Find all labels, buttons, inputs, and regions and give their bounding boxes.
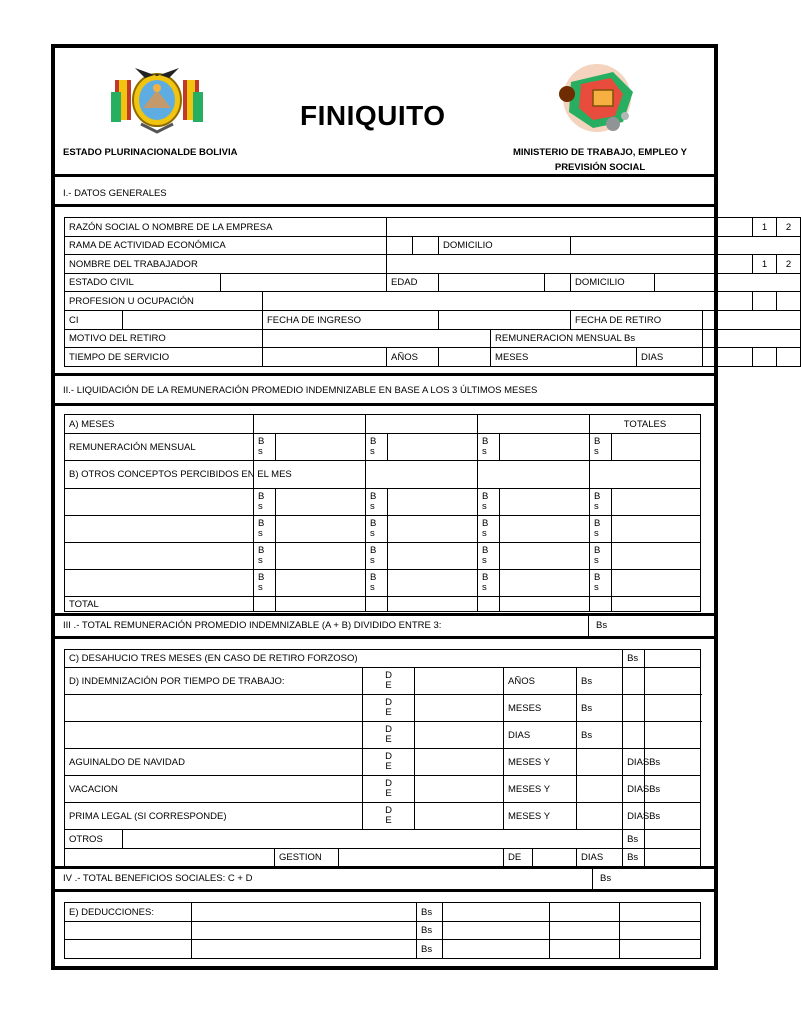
amount-field[interactable] — [645, 695, 701, 722]
e-letter: E — [385, 815, 392, 826]
d-letter: D — [385, 751, 392, 762]
bs-label — [366, 543, 388, 570]
col-2-label: 2 — [777, 218, 801, 237]
s-letter: s — [258, 555, 263, 566]
de-label — [363, 695, 415, 722]
datos-generales-table — [64, 217, 801, 367]
s-letter: s — [482, 446, 487, 457]
section-2-heading: II.- LIQUIDACIÓN DE LA REMUNERACIÓN PROMEDIO INDEMNIZABLE EN BASE A LOS 3 ÚLTIMOS MESES — [63, 385, 538, 396]
divider — [55, 174, 714, 177]
amount-field[interactable] — [388, 570, 478, 597]
b-letter: B — [594, 436, 601, 447]
s-letter: s — [482, 501, 487, 512]
months-field[interactable] — [577, 803, 623, 830]
dias-label: DIAS — [637, 348, 703, 367]
otros-field[interactable] — [123, 830, 623, 849]
total-cell[interactable] — [388, 597, 478, 612]
total-remuneracion-bs: Bs — [596, 620, 608, 631]
from-field[interactable] — [415, 749, 504, 776]
de-label — [363, 749, 415, 776]
bs-label — [590, 516, 612, 543]
bs-label: Bs — [645, 776, 701, 803]
s-letter: s — [594, 446, 599, 457]
anos-field[interactable] — [439, 348, 491, 367]
amount-field[interactable] — [645, 722, 701, 749]
s-letter: s — [370, 446, 375, 457]
col-1-label: 1 — [753, 218, 777, 237]
s-letter: s — [370, 582, 375, 593]
deduccion-name-field[interactable] — [65, 922, 192, 940]
page-title: FINIQUITO — [300, 100, 446, 131]
beneficios-table — [64, 649, 701, 867]
bs-label: Bs — [577, 668, 623, 695]
bs-label: Bs — [417, 940, 443, 959]
s-letter: s — [258, 528, 263, 539]
from-field[interactable] — [415, 722, 504, 749]
e-letter: E — [385, 734, 392, 745]
nombre-label: NOMBRE DEL TRABAJADOR — [65, 255, 387, 274]
amount-field[interactable] — [276, 516, 366, 543]
ministerio-logo-icon — [553, 62, 641, 138]
indemnizacion-label: D) INDEMNIZACIÓN POR TIEMPO DE TRABAJO: — [65, 668, 363, 695]
otros-amount-field[interactable] — [645, 830, 701, 849]
de-field[interactable] — [533, 849, 577, 867]
b-letter: B — [482, 572, 489, 583]
deducciones-table — [64, 902, 701, 959]
nombre-field[interactable] — [387, 255, 753, 274]
rama-label: RAMA DE ACTIVIDAD ECONÓMICA — [65, 237, 387, 255]
motivo-label: MOTIVO DEL RETIRO — [65, 330, 263, 348]
dias-label: DIAS — [577, 849, 623, 867]
bs-label — [366, 516, 388, 543]
amount-field[interactable] — [612, 570, 701, 597]
total-cell[interactable] — [366, 597, 388, 612]
profesion-label: PROFESION U OCUPACIÓN — [65, 292, 263, 311]
divider — [55, 403, 714, 406]
fecha-ingreso-label: FECHA DE INGRESO — [263, 311, 439, 330]
amount-field[interactable] — [276, 570, 366, 597]
bs-label — [254, 570, 276, 597]
desahucio-label: C) DESAHUCIO TRES MESES (EN CASO DE RETIRO FORZOSO) — [65, 650, 623, 668]
bs-label — [254, 516, 276, 543]
section-1-heading: I.- DATOS GENERALES — [63, 188, 167, 199]
b-letter: B — [258, 572, 265, 583]
amount-field[interactable] — [623, 722, 645, 749]
profesion-field-2[interactable] — [753, 292, 777, 311]
amount-field[interactable] — [623, 668, 645, 695]
edad-field[interactable] — [439, 274, 545, 292]
from-field[interactable] — [415, 803, 504, 830]
amount-field[interactable] — [388, 434, 478, 461]
s-letter: s — [258, 446, 263, 457]
bs-label — [478, 570, 500, 597]
bs-label — [366, 570, 388, 597]
total-cell[interactable] — [500, 597, 590, 612]
amount-field[interactable] — [612, 489, 701, 516]
s-letter: s — [594, 528, 599, 539]
deduccion-field[interactable] — [550, 922, 620, 940]
deduccion-field[interactable] — [620, 903, 701, 922]
s-letter: s — [370, 501, 375, 512]
amount-field[interactable] — [276, 489, 366, 516]
s-letter: s — [594, 555, 599, 566]
totales-label: TOTALES — [590, 415, 701, 434]
b-letter: B — [482, 491, 489, 502]
col-1-label: 1 — [753, 255, 777, 274]
b-letter: B — [370, 491, 377, 502]
ci-field[interactable] — [123, 311, 263, 330]
profesion-field[interactable] — [263, 292, 753, 311]
b-letter: B — [370, 545, 377, 556]
amount-field[interactable] — [645, 668, 701, 695]
dias-label: DIAS — [623, 803, 645, 830]
rama-field-2[interactable] — [413, 237, 439, 255]
from-field[interactable] — [415, 695, 504, 722]
amount-field[interactable] — [276, 434, 366, 461]
estado-civil-field[interactable] — [221, 274, 387, 292]
dias-field-3[interactable] — [777, 348, 801, 367]
amount-field[interactable] — [388, 489, 478, 516]
estado-label: ESTADO PLURINACIONALDE BOLIVIA — [63, 147, 238, 158]
from-field[interactable] — [415, 776, 504, 803]
b-letter: B — [370, 518, 377, 529]
remuneracion-label: REMUNERACION MENSUAL Bs — [491, 330, 703, 348]
bs-label: Bs — [623, 650, 645, 668]
fecha-retiro-label: FECHA DE RETIRO — [571, 311, 703, 330]
edad-field-2[interactable] — [545, 274, 571, 292]
meses-y-label: MESES Y — [504, 749, 577, 776]
divider — [55, 373, 714, 376]
b-letter: B — [370, 572, 377, 583]
bs-label — [366, 489, 388, 516]
liquidacion-table — [64, 414, 701, 612]
meses-label: MESES — [504, 695, 577, 722]
aguinaldo-label: AGUINALDO DE NAVIDAD — [65, 749, 363, 776]
s-letter: s — [258, 501, 263, 512]
fecha-retiro-field[interactable] — [703, 311, 801, 330]
bs-label — [478, 543, 500, 570]
bs-label: Bs — [417, 922, 443, 940]
mes-3-field[interactable] — [478, 415, 590, 434]
amount-field[interactable] — [500, 434, 590, 461]
domicilio-field[interactable] — [655, 274, 801, 292]
b-letter: B — [258, 518, 265, 529]
dias-label: DIAS — [623, 776, 645, 803]
blank-cell — [590, 461, 701, 489]
amount-field[interactable] — [612, 516, 701, 543]
bs-label — [590, 570, 612, 597]
tiempo-field[interactable] — [263, 348, 387, 367]
bs-label — [254, 489, 276, 516]
dias-label: DIAS — [504, 722, 577, 749]
de-label — [363, 803, 415, 830]
blank-cell — [65, 849, 275, 867]
anos-label: AÑOS — [504, 668, 577, 695]
concept-field[interactable] — [65, 570, 254, 597]
desahucio-field[interactable] — [645, 650, 701, 668]
bs-label — [478, 489, 500, 516]
estado-civil-label: ESTADO CIVIL — [65, 274, 221, 292]
deduccion-field[interactable] — [620, 940, 701, 959]
b-letter: B — [594, 518, 601, 529]
deduccion-field[interactable] — [550, 940, 620, 959]
months-field[interactable] — [577, 776, 623, 803]
b-letter: B — [594, 545, 601, 556]
meses-label: MESES — [491, 348, 637, 367]
deduccion-field[interactable] — [550, 903, 620, 922]
bs-label — [590, 434, 612, 461]
e-letter: E — [385, 788, 392, 799]
dias-field[interactable] — [703, 348, 753, 367]
b-letter: B — [258, 436, 265, 447]
amount-field[interactable] — [500, 570, 590, 597]
amount-field[interactable] — [623, 695, 645, 722]
deduccion-amount-field[interactable] — [443, 940, 550, 959]
blank-cell — [65, 722, 363, 749]
section-4-heading: IV .- TOTAL BENEFICIOS SOCIALES: C + D — [63, 873, 253, 884]
d-letter: D — [385, 724, 392, 735]
domicilio-label: DOMICILIO — [439, 237, 571, 255]
section-3-heading: III .- TOTAL REMUNERACIÓN PROMEDIO INDEMNIZABLE (A + B) DIVIDIDO ENTRE 3: — [63, 620, 442, 631]
meses-y-label: MESES Y — [504, 776, 577, 803]
s-letter: s — [594, 501, 599, 512]
deduccion-name-field[interactable] — [65, 940, 192, 959]
bs-label: Bs — [417, 903, 443, 922]
vacacion-label: VACACION — [65, 776, 363, 803]
bs-label: Bs — [645, 749, 701, 776]
divider — [592, 869, 593, 889]
blank-cell — [65, 695, 363, 722]
deduccion-amount-field[interactable] — [443, 922, 550, 940]
e-letter: E — [385, 761, 392, 772]
b-letter: B — [594, 491, 601, 502]
profesion-field-3[interactable] — [777, 292, 801, 311]
amount-field[interactable] — [388, 516, 478, 543]
concept-field[interactable] — [65, 516, 254, 543]
dias-label: DIAS — [623, 749, 645, 776]
divider — [55, 204, 714, 207]
bs-label: Bs — [623, 830, 645, 849]
fecha-ingreso-field[interactable] — [439, 311, 571, 330]
bs-label — [478, 516, 500, 543]
total-cell[interactable] — [590, 597, 612, 612]
d-letter: D — [385, 805, 392, 816]
ci-label: CI — [65, 311, 123, 330]
total-cell[interactable] — [478, 597, 500, 612]
gestion-field[interactable] — [339, 849, 504, 867]
bs-label — [366, 434, 388, 461]
months-field[interactable] — [577, 749, 623, 776]
deducciones-label: E) DEDUCCIONES: — [65, 903, 192, 922]
b-letter: B — [370, 436, 377, 447]
total-cell[interactable] — [612, 597, 701, 612]
blank-cell — [366, 461, 478, 489]
de-label — [363, 722, 415, 749]
de-label — [363, 668, 415, 695]
domicilio-field[interactable] — [571, 237, 801, 255]
b-letter: B — [482, 545, 489, 556]
amount-field[interactable] — [276, 543, 366, 570]
total-label: TOTAL — [65, 597, 254, 612]
amount-field[interactable] — [500, 516, 590, 543]
s-letter: s — [370, 555, 375, 566]
from-field[interactable] — [415, 668, 504, 695]
total-cell[interactable] — [254, 597, 276, 612]
tiempo-label: TIEMPO DE SERVICIO — [65, 348, 263, 367]
mes-1-field[interactable] — [254, 415, 366, 434]
d-letter: D — [385, 778, 392, 789]
bs-label: Bs — [623, 849, 645, 867]
b-letter: B — [482, 436, 489, 447]
de-label — [363, 776, 415, 803]
concept-field[interactable] — [65, 489, 254, 516]
s-letter: s — [258, 582, 263, 593]
bs-label — [590, 543, 612, 570]
razon-social-field[interactable] — [387, 218, 753, 237]
bs-label — [254, 543, 276, 570]
gestion-label: GESTION — [275, 849, 339, 867]
rama-field[interactable] — [387, 237, 413, 255]
concept-field[interactable] — [65, 543, 254, 570]
ministerio-label: MINISTERIO DE TRABAJO, EMPLEO Y PREVISIÓN SOCIAL — [512, 147, 687, 173]
e-letter: E — [385, 680, 392, 691]
deduccion-field[interactable] — [620, 922, 701, 940]
b-letter: B — [482, 518, 489, 529]
d-letter: D — [385, 697, 392, 708]
prima-label: PRIMA LEGAL (SI CORRESPONDE) — [65, 803, 363, 830]
otros-label: OTROS — [65, 830, 123, 849]
anos-label: AÑOS — [387, 348, 439, 367]
remuneracion-field[interactable] — [703, 330, 801, 348]
deduccion-concept-field[interactable] — [192, 903, 417, 922]
de-label: DE — [504, 849, 533, 867]
e-letter: E — [385, 707, 392, 718]
s-letter: s — [482, 555, 487, 566]
blank-cell — [478, 461, 590, 489]
s-letter: s — [482, 582, 487, 593]
gestion-amount-field[interactable] — [645, 849, 701, 867]
remuneracion-label: REMUNERACIÓN MENSUAL — [65, 434, 254, 461]
bs-label — [478, 434, 500, 461]
bs-label: Bs — [645, 803, 701, 830]
deduccion-amount-field[interactable] — [443, 903, 550, 922]
bs-label — [254, 434, 276, 461]
bs-label: Bs — [577, 695, 623, 722]
divider — [55, 889, 714, 892]
amount-field[interactable] — [612, 543, 701, 570]
col-2-label: 2 — [777, 255, 801, 274]
amount-field[interactable] — [500, 543, 590, 570]
amount-field[interactable] — [500, 489, 590, 516]
motivo-field[interactable] — [263, 330, 491, 348]
s-letter: s — [482, 528, 487, 539]
meses-y-label: MESES Y — [504, 803, 577, 830]
b-letter: B — [594, 572, 601, 583]
dias-field-2[interactable] — [753, 348, 777, 367]
b-letter: B — [258, 545, 265, 556]
divider — [55, 866, 714, 869]
divider — [55, 636, 714, 639]
deduccion-concept-field[interactable] — [192, 940, 417, 959]
total-cell[interactable] — [276, 597, 366, 612]
amount-field[interactable] — [612, 434, 701, 461]
edad-label: EDAD — [387, 274, 439, 292]
bolivia-coat-of-arms-icon — [105, 56, 209, 136]
razon-social-label: RAZÓN SOCIAL O NOMBRE DE LA EMPRESA — [65, 218, 387, 237]
s-letter: s — [370, 528, 375, 539]
mes-2-field[interactable] — [366, 415, 478, 434]
domicilio-label: DOMICILIO — [571, 274, 655, 292]
total-beneficios-bs: Bs — [600, 873, 612, 884]
d-letter: D — [385, 670, 392, 681]
deduccion-concept-field[interactable] — [192, 922, 417, 940]
divider — [588, 616, 589, 636]
bs-label — [590, 489, 612, 516]
amount-field[interactable] — [388, 543, 478, 570]
bs-label: Bs — [577, 722, 623, 749]
b-letter: B — [258, 491, 265, 502]
s-letter: s — [594, 582, 599, 593]
meses-label: A) MESES — [65, 415, 254, 434]
otros-conceptos-label: B) OTROS CONCEPTOS PERCIBIDOS EN EL MES — [65, 461, 254, 489]
divider — [55, 613, 714, 616]
